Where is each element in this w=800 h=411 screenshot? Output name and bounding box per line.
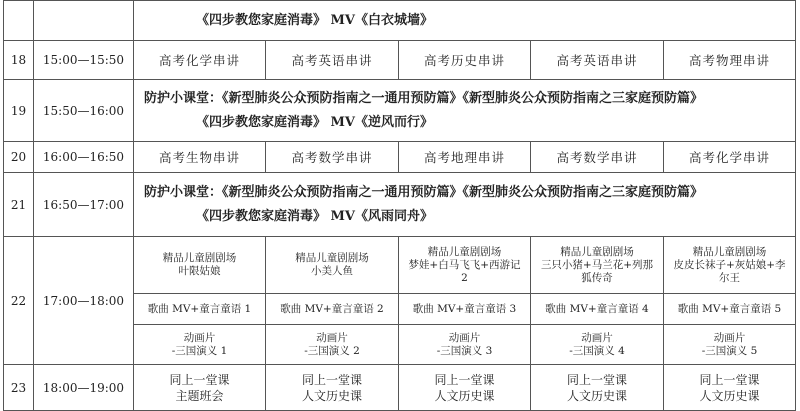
theater-line: 三只小猪+马兰花+列那: [540, 258, 654, 271]
cartoon-title: 动画片: [316, 331, 348, 344]
row-time: 16:00—16:50: [34, 142, 134, 173]
theater-line: 小美人鱼: [311, 265, 353, 277]
table-row: [4, 173, 796, 237]
cartoon-sub: -三国演义 2: [304, 344, 360, 357]
song-cell: 歌曲 MV+童言童语 4: [531, 294, 664, 325]
subject-cell: 高考物理串讲: [664, 41, 796, 80]
table-row: [4, 41, 796, 80]
row-number: 18: [4, 41, 34, 80]
notice-line: 防护小课堂：《新型肺炎公众预防指南之一通用预防篇》《新型肺炎公众预防指南之三家庭预防篇》: [144, 184, 704, 200]
class-sub: 人文历史课: [566, 388, 627, 403]
theater-cell: [664, 237, 796, 294]
song-cell: 歌曲 MV+童言童语 1: [134, 294, 266, 325]
row-time: 17:00—18:00: [34, 237, 134, 365]
row-time: 16:50—17:00: [34, 173, 134, 237]
subject-cell: 高考生物串讲: [134, 142, 266, 173]
class-cell: [134, 365, 266, 411]
cartoon-cell: [664, 325, 796, 365]
class-cell: [399, 365, 531, 411]
cartoon-sub: -三国演义 1: [171, 344, 228, 357]
theater-cell: [134, 237, 266, 294]
class-title: 同上一堂课: [699, 372, 760, 387]
theater-line: 狐传奇: [581, 271, 613, 284]
theater-cell: [399, 237, 531, 294]
row-time: 15:50—16:00: [34, 80, 134, 142]
subject-cell: 高考英语串讲: [531, 41, 664, 80]
theater-title: 精品儿童剧剧场: [162, 252, 237, 264]
table-row: [4, 237, 796, 294]
cartoon-cell: [134, 325, 266, 365]
class-title: 同上一堂课: [169, 372, 230, 387]
table-row: [4, 1, 796, 41]
row-number: 23: [4, 365, 34, 411]
subject-cell: 高考数学串讲: [266, 142, 399, 173]
theater-line: 叶限姑娘: [178, 265, 221, 277]
cartoon-title: 动画片: [581, 331, 613, 344]
class-sub: 主题班会: [175, 388, 224, 403]
table-row: [4, 142, 796, 173]
notice-line: 《四步教您家庭消毒》 MV《风雨同舟》: [196, 208, 434, 224]
row-time: 18:00—19:00: [34, 365, 134, 411]
cartoon-cell: [399, 325, 531, 365]
row-number: 22: [4, 237, 34, 365]
class-cell: [664, 365, 796, 411]
theater-line: 尔王: [719, 271, 740, 284]
theater-title: 精品儿童剧剧场: [427, 245, 502, 258]
cartoon-cell: [531, 325, 664, 365]
song-cell: 歌曲 MV+童言童语 2: [266, 294, 399, 325]
subject-cell: 高考化学串讲: [134, 41, 266, 80]
table-row: [4, 80, 796, 142]
schedule-table: [3, 0, 796, 411]
theater-cell: [531, 237, 664, 294]
row-time: [34, 1, 134, 41]
row-number: 19: [4, 80, 34, 142]
cartoon-sub: -三国演义 5: [701, 344, 758, 357]
theater-line: 2: [461, 271, 468, 284]
cartoon-cell: [266, 325, 399, 365]
row-time: 15:00—15:50: [34, 41, 134, 80]
class-sub: 人文历史课: [301, 388, 362, 403]
notice-line: 《四步教您家庭消毒》 MV《白衣城墙》: [196, 12, 434, 28]
subject-cell: 高考地理串讲: [399, 142, 531, 173]
cartoon-title: 动画片: [448, 331, 481, 344]
theater-title: 精品儿童剧剧场: [295, 252, 369, 264]
row-number: 20: [4, 142, 34, 173]
cartoon-sub: -三国演义 4: [569, 344, 625, 357]
notice-line: 《四步教您家庭消毒》 MV《逆风而行》: [196, 114, 434, 130]
theater-line: 梦娃+白马飞飞+西游记: [408, 258, 521, 271]
table-row: [4, 365, 796, 411]
subject-cell: 高考数学串讲: [531, 142, 664, 173]
theater-line: 皮皮长袜子+灰姑娘+李: [673, 258, 786, 271]
program-notice: [134, 173, 796, 237]
subject-cell: 高考化学串讲: [664, 142, 796, 173]
program-notice: [134, 1, 796, 41]
row-number: 21: [4, 173, 34, 237]
program-notice: [134, 80, 796, 142]
class-cell: [266, 365, 399, 411]
class-title: 同上一堂课: [566, 372, 627, 387]
song-cell: 歌曲 MV+童言童语 5: [664, 294, 796, 325]
notice-line: 防护小课堂：《新型肺炎公众预防指南之一通用预防篇》《新型肺炎公众预防指南之三家庭预防篇》: [144, 90, 704, 106]
subject-cell: 高考英语串讲: [266, 41, 399, 80]
cartoon-sub: -三国演义 3: [436, 344, 493, 357]
theater-title: 精品儿童剧剧场: [560, 245, 634, 258]
class-sub: 人文历史课: [434, 388, 495, 403]
cartoon-title: 动画片: [183, 331, 216, 344]
class-title: 同上一堂课: [434, 372, 495, 387]
cartoon-title: 动画片: [713, 331, 746, 344]
subject-cell: 高考历史串讲: [399, 41, 531, 80]
song-cell: 歌曲 MV+童言童语 3: [399, 294, 531, 325]
theater-cell: [266, 237, 399, 294]
class-sub: 人文历史课: [699, 388, 760, 403]
theater-title: 精品儿童剧剧场: [692, 245, 767, 258]
class-cell: [531, 365, 664, 411]
class-title: 同上一堂课: [301, 372, 362, 387]
row-number: [4, 1, 34, 41]
